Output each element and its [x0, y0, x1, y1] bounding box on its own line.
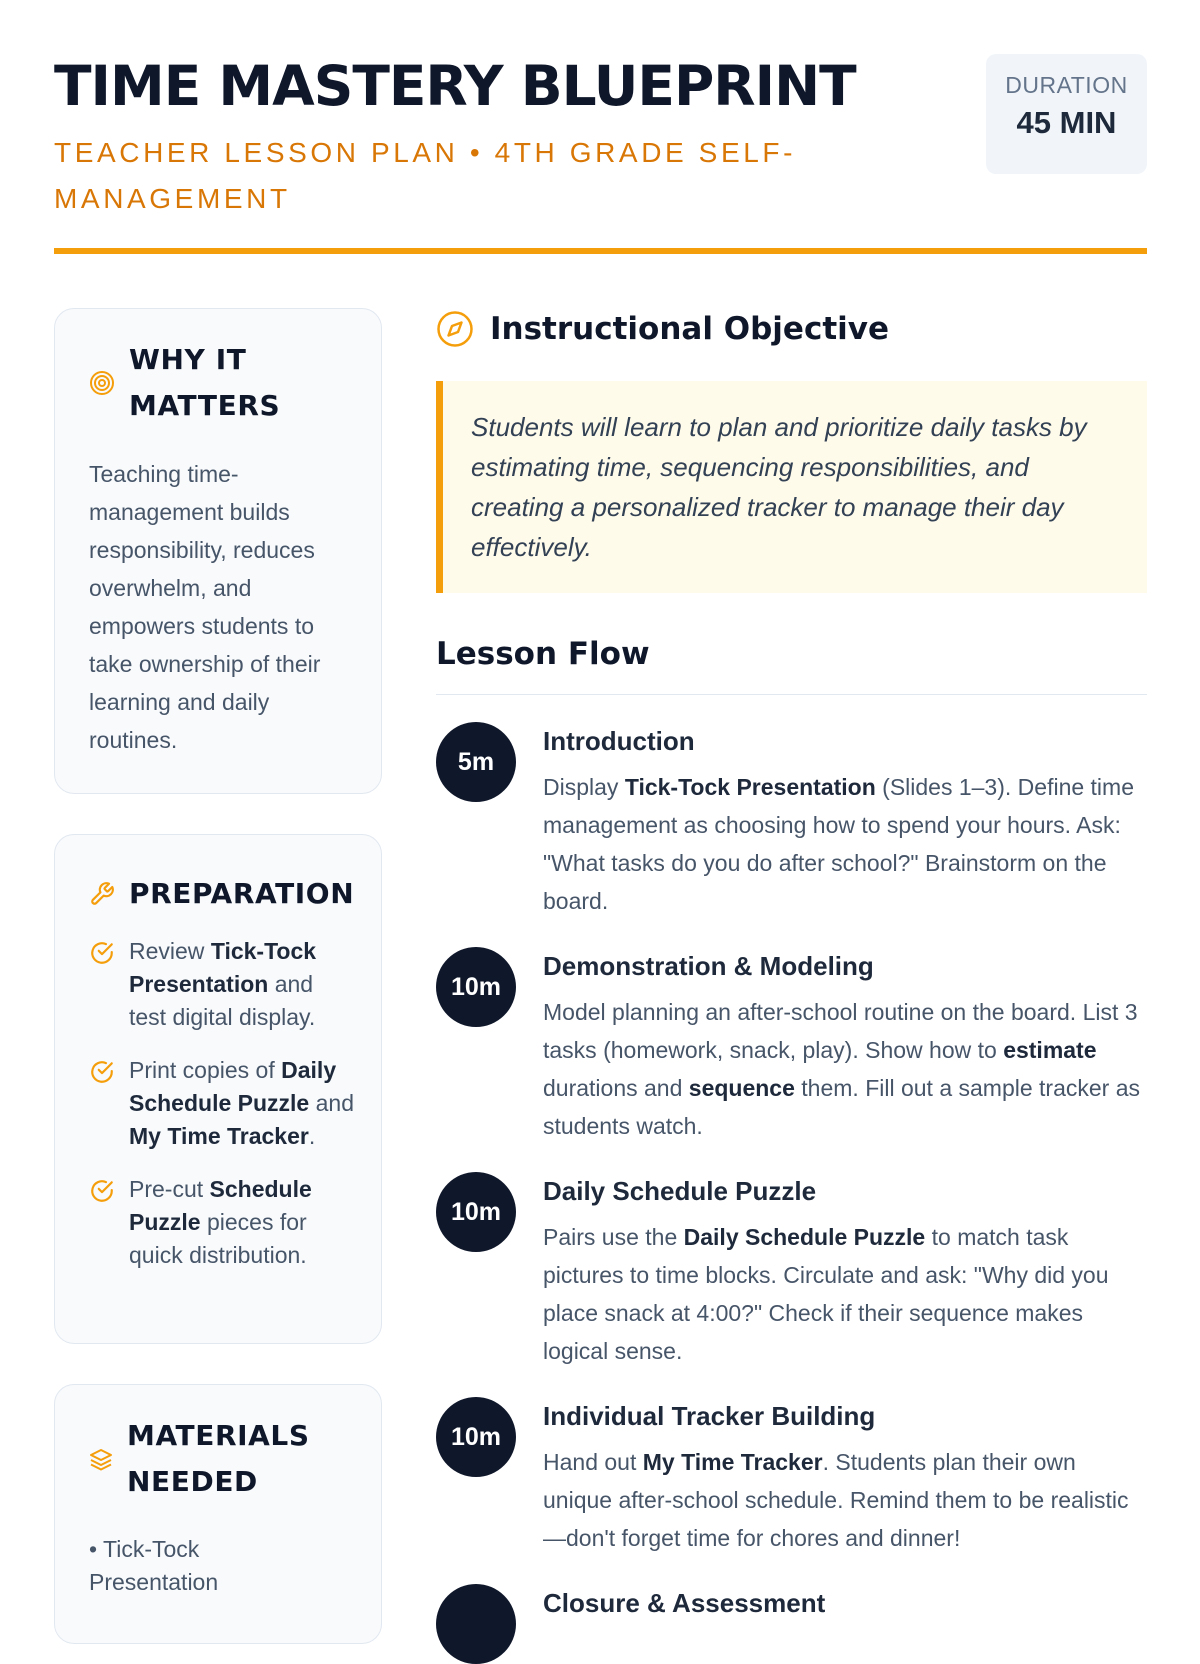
- duration-value: 45 MIN: [1016, 105, 1117, 140]
- step-title: Daily Schedule Puzzle: [543, 1176, 817, 1206]
- prep-text: Review: [129, 938, 211, 964]
- prep-bold: Schedule Puzzle: [129, 1176, 312, 1235]
- step-description: [543, 993, 1147, 1145]
- wrench-icon: [89, 881, 115, 907]
- step-description: [543, 768, 1147, 920]
- lesson-flow-divider: [436, 694, 1147, 695]
- preparation-card: [54, 834, 382, 1344]
- step-text: Pairs use the: [543, 1224, 684, 1250]
- step-text: (Slides 1–3). Define time management as choosing how to spend your hours. Ask: "What tasks do you do after school?" Brainstorm on the board.: [543, 774, 1134, 914]
- preparation-list: [89, 935, 355, 1292]
- duration-box: [986, 54, 1147, 174]
- check-circle-icon: [89, 1178, 115, 1204]
- materials-list: [89, 1533, 355, 1599]
- step-time-badge: 10m: [436, 1172, 516, 1252]
- step-time-badge: 5m: [436, 722, 516, 802]
- compass-icon: [436, 310, 474, 348]
- duration-label: DURATION: [1005, 72, 1128, 98]
- prep-text: Print copies of: [129, 1057, 282, 1083]
- objective-title: Instructional Objective: [490, 311, 890, 347]
- step-title: Demonstration & Modeling: [543, 951, 874, 981]
- target-icon: [89, 370, 115, 396]
- prep-bold: Daily Schedule Puzzle: [129, 1057, 337, 1116]
- page-subtitle: TEACHER LESSON PLAN • 4TH GRADE SELF-MANAGEMENT: [54, 137, 797, 214]
- step-text: Model planning an after-school routine on the board. List 3 tasks (homework, snack, play). Show how to: [543, 999, 1138, 1063]
- why-it-matters-card: [54, 308, 382, 794]
- step-text: them. Fill out a sample tracker as students watch.: [543, 1075, 1141, 1139]
- page-title: TIME MASTERY BLUEPRINT: [54, 54, 856, 118]
- materials-card-header: [89, 1413, 327, 1505]
- lesson-flow-title: Lesson Flow: [436, 636, 650, 672]
- step-time-badge: 10m: [436, 1397, 516, 1477]
- step-bold: estimate: [1003, 1037, 1097, 1063]
- materials-item: • Tick-Tock Presentation: [89, 1536, 219, 1595]
- step-bold: Daily Schedule Puzzle: [683, 1224, 926, 1250]
- step-bold: sequence: [688, 1075, 795, 1101]
- check-circle-icon: [89, 1059, 115, 1085]
- step-title: Introduction: [543, 726, 695, 756]
- prep-text: and: [309, 1090, 354, 1116]
- step-title: Closure & Assessment: [543, 1588, 826, 1618]
- prep-text: and test digital display.: [129, 971, 316, 1030]
- preparation-item: [89, 935, 355, 1034]
- step-text: to match task pictures to time blocks. Circulate and ask: "Why did you place snack at 4:00?" Check if their sequence makes logical sense.: [543, 1224, 1109, 1364]
- step-bold: My Time Tracker: [642, 1449, 823, 1475]
- step-text: . Students plan their own unique after-school schedule. Remind them to be realistic—don't forget time for chores and dinner!: [543, 1449, 1129, 1551]
- materials-card: [54, 1384, 382, 1644]
- preparation-item: [89, 1173, 355, 1272]
- step-bold: Tick-Tock Presentation: [624, 774, 876, 800]
- why-card-text: Teaching time-management builds responsibility, reduces overwhelm, and empowers students to take ownership of their learning and daily routines.: [89, 461, 321, 753]
- why-card-title: WHY IT MATTERS: [129, 343, 281, 422]
- preparation-item: [89, 1054, 355, 1153]
- prep-text: pieces for quick distribution.: [129, 1209, 307, 1268]
- objective-header: [436, 310, 889, 348]
- step-title: Individual Tracker Building: [543, 1401, 876, 1431]
- step-text: Display: [543, 774, 625, 800]
- step-description: [543, 1443, 1147, 1557]
- check-circle-icon: [89, 940, 115, 966]
- prep-text: .: [308, 1123, 316, 1149]
- prep-bold: Tick-Tock Presentation: [129, 938, 317, 997]
- step-time-badge: 10m: [436, 947, 516, 1027]
- step-text: durations and: [543, 1075, 689, 1101]
- preparation-card-title: PREPARATION: [129, 877, 355, 910]
- preparation-card-header: [89, 871, 354, 917]
- step-description: [543, 1218, 1147, 1370]
- header: [54, 52, 1147, 252]
- step-time-badge: [436, 1584, 516, 1664]
- why-card-header: [89, 337, 309, 429]
- prep-text: Pre-cut: [129, 1176, 210, 1202]
- materials-card-title: MATERIALS NEEDED: [127, 1419, 310, 1498]
- layers-icon: [89, 1447, 113, 1471]
- step-text: Hand out: [543, 1449, 643, 1475]
- header-divider: [54, 248, 1147, 254]
- objective-text: Students will learn to plan and prioritize daily tasks by estimating time, sequencing responsibilities, and creating a personalized tracker to manage their day effectively.: [436, 381, 1147, 593]
- prep-bold: My Time Tracker: [129, 1123, 309, 1149]
